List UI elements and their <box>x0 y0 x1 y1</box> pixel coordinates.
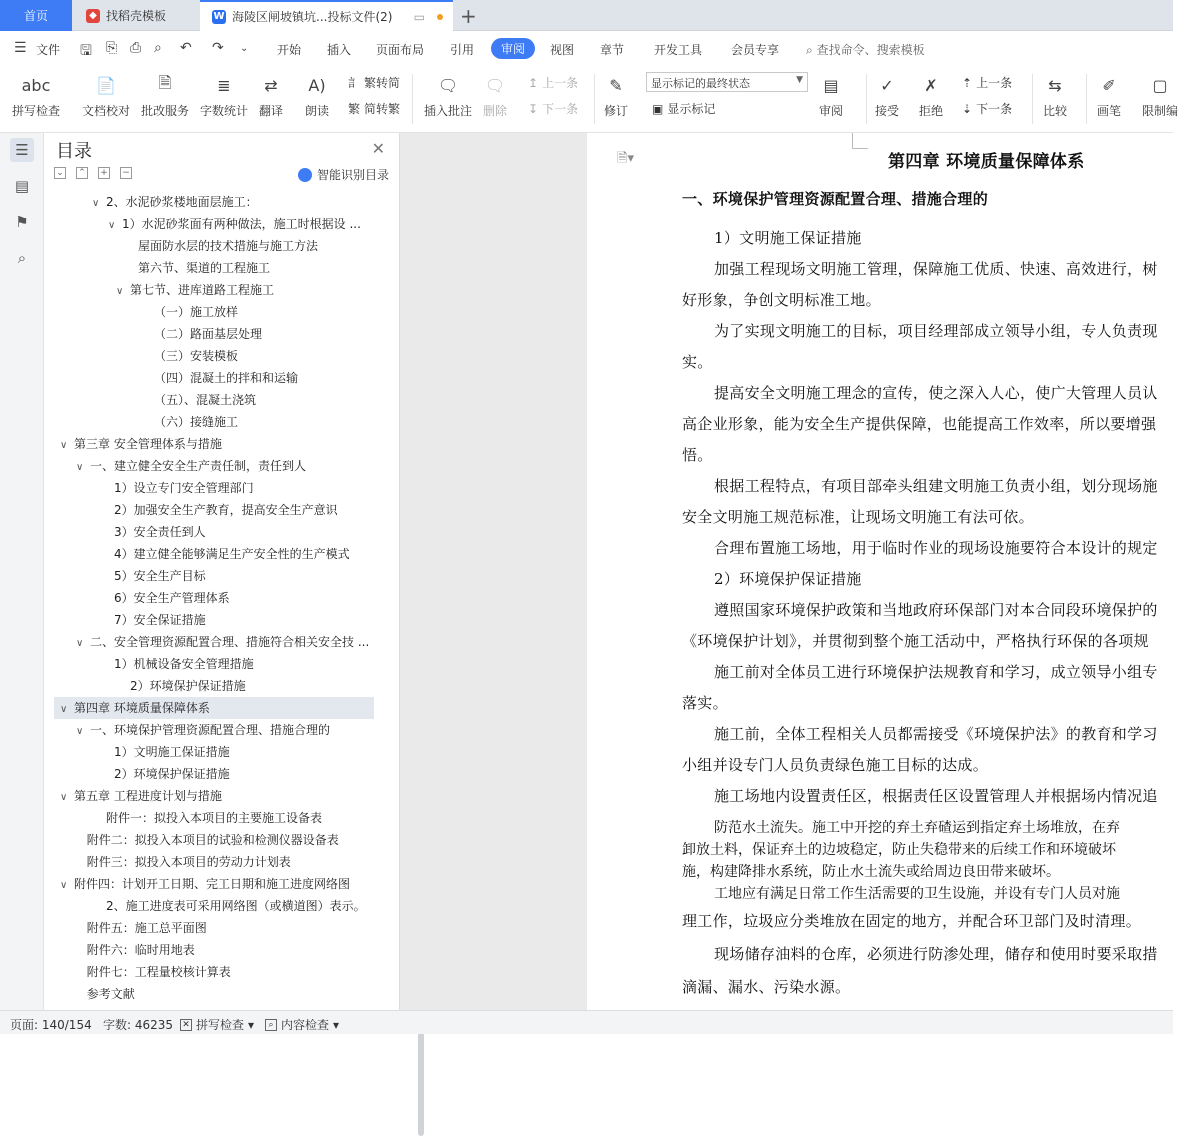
bookmark-icon[interactable]: ⚑ <box>15 213 29 231</box>
toc-item[interactable] <box>44 433 374 455</box>
paragraph-line: 施工场地内设置责任区，根据责任区设置管理人并根据场内情况追 <box>714 787 1158 805</box>
spell-check-icon: abc <box>21 75 51 95</box>
chapter-icon[interactable]: ▤ <box>14 177 30 195</box>
toc-item[interactable] <box>44 609 374 631</box>
trad-to-simp-label: 繁转简 <box>364 76 401 90</box>
paragraph-line: 2）环境保护保证措施 <box>714 570 862 588</box>
paragraph-line: 1）文明施工保证措施 <box>714 229 862 247</box>
toc-item[interactable] <box>44 675 374 697</box>
remove-heading-icon[interactable]: − <box>120 167 132 179</box>
prev-change-label: 上一条 <box>976 76 1013 90</box>
smart-toc-label: 智能识别目录 <box>316 168 389 182</box>
toc-item[interactable] <box>44 257 374 279</box>
toc-item[interactable] <box>44 895 374 917</box>
content-check-icon: ⌕ <box>265 1019 277 1031</box>
toc-item-label: （二）路面基层处理 <box>154 327 263 341</box>
paragraph-line: 小组并设专门人员负责绿色施工目标的达成。 <box>682 756 989 774</box>
toc-item[interactable] <box>44 455 374 477</box>
annotate-service-icon: 🗎 <box>158 72 172 92</box>
menu-section[interactable]: 章节 <box>600 43 625 57</box>
toc-item-label: 3）安全责任到人 <box>114 525 206 539</box>
toc-item[interactable] <box>44 213 374 235</box>
paragraph-line: 工地应有满足日常工作生活需要的卫生设施，并设有专门人员对施 <box>714 886 1120 902</box>
toc-item[interactable] <box>44 851 374 873</box>
pen-label: 画笔 <box>1096 104 1121 118</box>
undo-icon[interactable]: ↶ <box>180 40 192 56</box>
paragraph-line: 高企业形象，能为安全生产提供保障，也能提高工作效率，所以要增强 <box>682 415 1157 433</box>
toc-item-label: 2、水泥砂浆楼地面层施工： <box>106 195 258 209</box>
document-area <box>400 133 1173 1010</box>
prev-comment-label: 上一条 <box>542 76 579 90</box>
markup-mode-value: 显示标记的最终状态 <box>651 77 750 90</box>
toc-item-label: 第五章 工程进度计划与措施 <box>74 789 222 803</box>
toc-item-label: 一、环境保护管理资源配置合理、措施合理的 <box>90 723 331 737</box>
toc-item-label: 2、施工进度表可采用网络图（或横道图）表示。 <box>106 899 366 913</box>
spell-check-status-label: 拼写检查 <box>196 1018 245 1032</box>
toc-item-label: 1）设立专门安全管理部门 <box>114 481 254 495</box>
menu-references[interactable]: 引用 <box>450 43 475 57</box>
next-comment-button[interactable] <box>528 100 578 117</box>
print-preview-icon[interactable]: ⌕ <box>154 40 162 56</box>
ribbon-divider <box>1086 74 1087 124</box>
paragraph-line: 《环境保护计划》，并贯彻到整个施工活动中，严格执行环保的各项规 <box>682 632 1149 650</box>
next-comment-label: 下一条 <box>542 102 579 116</box>
restrict-icon: ▢ <box>1152 75 1168 95</box>
new-tab-plus-icon[interactable]: + <box>460 4 477 28</box>
word-count-icon: ≣ <box>217 75 231 95</box>
paragraph-line: 加强工程现场文明施工管理，保障施工优质、快速、高效进行，树 <box>714 260 1158 278</box>
export-pdf-icon[interactable]: ⎘ <box>106 40 118 56</box>
insert-comment-icon: 🗨 <box>437 75 459 95</box>
menu-member[interactable]: 会员专享 <box>731 43 780 57</box>
page-options-icon[interactable]: 🗎▾ <box>617 151 634 166</box>
paragraph-line: 卸放土料，保证弃土的边坡稳定，防止失稳带来的后续工作和环境破坏 <box>682 842 1116 858</box>
chevron-down-icon[interactable]: ∨ <box>60 792 68 803</box>
hamburger-icon[interactable]: ☰ <box>14 40 27 56</box>
chevron-down-icon[interactable]: ∨ <box>76 462 84 473</box>
docer-icon: ◆ <box>86 9 100 23</box>
toc-item-label: 2）加强安全生产教育，提高安全生产意识 <box>114 503 338 517</box>
toc-item-label: 2）环境保护保证措施 <box>114 767 230 781</box>
toc-item-label: 附件二：拟投入本项目的试验和检测仪器设备表 <box>86 833 339 847</box>
add-heading-icon[interactable]: + <box>98 167 110 179</box>
print-icon[interactable]: ⎙ <box>130 40 142 56</box>
annotate-service-button[interactable] <box>141 72 189 119</box>
chevron-down-icon[interactable]: ∨ <box>116 286 124 297</box>
show-markup-icon: ▣ <box>652 101 664 116</box>
monitor-icon[interactable]: ▭ <box>413 9 425 24</box>
toc-item[interactable] <box>54 697 374 719</box>
toc-item[interactable] <box>44 323 374 345</box>
redo-icon[interactable]: ↷ <box>212 40 224 56</box>
toc-item[interactable] <box>44 565 374 587</box>
accept-label: 接受 <box>874 104 899 118</box>
tab-home-label: 首页 <box>23 9 48 23</box>
reject-label: 拒绝 <box>918 104 943 118</box>
review-pane-label: 审阅 <box>818 104 843 118</box>
paragraph-line: 施工前对全体员工进行环境保护法规教育和学习，成立领导小组专 <box>714 663 1158 681</box>
paragraph-line: 提高安全文明施工理念的宣传，使之深入人心，使广大管理人员认 <box>714 384 1158 402</box>
chevron-down-icon[interactable]: ∨ <box>92 198 100 209</box>
menu-review[interactable]: 审阅 <box>491 38 535 59</box>
smart-toc-icon <box>298 168 312 182</box>
page-corner-mark <box>852 133 868 149</box>
sidebar-strip <box>0 133 44 1010</box>
track-changes-label: 修订 <box>603 104 628 118</box>
translate-icon: ⇄ <box>264 75 278 95</box>
toc-item-label: 二、安全管理资源配置合理、措施符合相关安全技 ... <box>90 635 370 649</box>
expand-all-icon[interactable]: ⌃ <box>76 167 88 179</box>
insert-comment-label: 插入批注 <box>424 104 473 118</box>
toc-item-label: 第三章 安全管理体系与措施 <box>74 437 222 451</box>
chevron-down-icon[interactable]: ∨ <box>60 440 68 451</box>
collapse-all-icon[interactable]: ⌄ <box>54 167 66 179</box>
read-aloud-label: 朗读 <box>304 104 329 118</box>
compare-icon: ⇆ <box>1048 75 1062 95</box>
ribbon-review <box>0 66 1179 133</box>
ribbon-divider <box>866 74 867 124</box>
tab-template[interactable] <box>72 0 197 31</box>
toc-item[interactable] <box>44 191 374 213</box>
simp-to-trad-label: 简转繁 <box>364 102 401 116</box>
toc-item-label: （五）、混凝土浇筑 <box>154 393 257 407</box>
track-changes-icon: ✎ <box>609 75 623 95</box>
markup-mode-select[interactable] <box>646 72 808 92</box>
chevron-down-icon[interactable]: ∨ <box>76 638 84 649</box>
paragraph-line: 施工前，全体工程相关人员都需接受《环境保护法》的教育和学习 <box>714 725 1158 743</box>
toc-item[interactable] <box>44 807 374 829</box>
toc-item-label: 附件七：工程量校核计算表 <box>86 965 231 979</box>
smart-toc-button[interactable] <box>298 166 389 183</box>
toc-item[interactable] <box>44 279 374 301</box>
next-change-icon: ⇣ <box>962 101 973 116</box>
show-markup-button[interactable] <box>652 100 715 117</box>
paragraph-line: 防范水土流失。施工中开挖的弃土弃碴运到指定弃土场堆放，在弃 <box>714 820 1120 836</box>
toc-item[interactable] <box>44 873 374 895</box>
toc-title: 目录 <box>56 141 92 162</box>
word-count-label: 字数统计 <box>200 104 249 118</box>
paragraph-line: 理工作，垃圾应分类堆放在固定的地方，并配合环卫部门及时清理。 <box>682 912 1142 930</box>
toc-item[interactable] <box>44 345 374 367</box>
toc-item-label: 参考文献 <box>86 987 135 1001</box>
toc-item[interactable] <box>44 983 374 1005</box>
toc-item-label: 1）机械设备安全管理措施 <box>114 657 254 671</box>
annotate-service-label: 批改服务 <box>141 104 190 118</box>
toc-item[interactable] <box>44 235 374 257</box>
toc-icon[interactable]: ☰ <box>10 138 34 162</box>
page-indicator[interactable]: 页面: 140/154 <box>10 1018 92 1032</box>
proofread-icon: 📄 <box>96 75 116 95</box>
delete-comment-button[interactable] <box>482 72 508 119</box>
toc-item-label: 第六节、渠道的工程施工 <box>138 261 271 275</box>
menu-insert[interactable]: 插入 <box>327 43 352 57</box>
trad-to-simp-button[interactable] <box>348 74 400 91</box>
toc-item[interactable] <box>44 521 374 543</box>
compare-label: 比较 <box>1042 104 1067 118</box>
paragraph-line: 根据工程特点，有项目部牵头组建文明施工负责小组，划分现场施 <box>714 477 1158 495</box>
read-aloud-icon: A) <box>308 75 326 95</box>
toc-toolbar <box>54 167 132 179</box>
toc-item[interactable] <box>44 477 374 499</box>
paragraph-line: 落实。 <box>682 694 728 712</box>
toc-item-label: 附件三：拟投入本项目的劳动力计划表 <box>86 855 291 869</box>
tab-document[interactable] <box>200 0 453 31</box>
toc-item-label: 第四章 环境质量保障体系 <box>74 701 210 715</box>
toc-item-label: 第七节、进库道路工程施工 <box>130 283 275 297</box>
simp-to-trad-button[interactable] <box>348 100 400 117</box>
translate-button[interactable] <box>258 72 284 119</box>
reject-button[interactable] <box>918 72 944 119</box>
read-aloud-button[interactable] <box>304 72 330 119</box>
toc-item-label: （三）安装模板 <box>154 349 239 363</box>
translate-label: 翻译 <box>258 104 283 118</box>
toc-item-label: 附件六：临时用地表 <box>86 943 195 957</box>
toc-item[interactable] <box>44 741 374 763</box>
next-change-button[interactable] <box>962 100 1012 117</box>
tab-template-label: 找稻壳模板 <box>106 9 167 23</box>
status-bar <box>0 1010 1173 1034</box>
paragraph-line: 安全文明施工规范标准，让现场文明施工有法可依。 <box>682 508 1034 526</box>
chevron-down-icon[interactable]: ∨ <box>76 726 84 737</box>
spell-check-label: 拼写检查 <box>12 104 61 118</box>
toc-item[interactable] <box>44 389 374 411</box>
paragraph-line: 合理布置施工场地，用于临时作业的现场设施要符合本设计的规定 <box>714 539 1158 557</box>
restrict-label: 限制编 <box>1142 104 1179 118</box>
chevron-down-icon: ▾ <box>333 1017 340 1032</box>
pen-button[interactable] <box>1096 72 1122 119</box>
restrict-editing-button[interactable] <box>1142 72 1178 119</box>
toc-item-label: 1）水泥砂浆面有两种做法，施工时根据设 ... <box>122 217 361 231</box>
toc-item-label: 5）安全生产目标 <box>114 569 206 583</box>
content-check-status[interactable] <box>265 1016 339 1033</box>
content-check-label: 内容检查 <box>281 1018 330 1032</box>
more-chevron-icon[interactable]: ⌄ <box>240 43 249 54</box>
toc-item-label: （一）施工放样 <box>154 305 239 319</box>
menu-home[interactable]: 开始 <box>277 43 302 57</box>
menu-file[interactable]: 文件 <box>36 43 61 57</box>
toc-item[interactable] <box>44 939 374 961</box>
toc-item-label: （六）接缝施工 <box>154 415 239 429</box>
track-changes-button[interactable] <box>603 72 629 119</box>
paragraph-line: 实。 <box>682 353 713 371</box>
paragraph-line: 现场储存油料的仓库，必须进行防渗处理，储存和使用时要采取措 <box>714 945 1158 963</box>
toc-item-label: 附件一：拟投入本项目的主要施工设备表 <box>106 811 323 825</box>
toc-item[interactable] <box>44 961 374 983</box>
proofread-button[interactable] <box>82 72 130 119</box>
tab-document-label: 海陵区闸坡镇坑...投标文件(2) <box>232 10 393 24</box>
toc-item[interactable] <box>44 367 374 389</box>
word-count-status[interactable]: 字数: 46235 <box>103 1018 174 1032</box>
toc-item-label: （四）混凝土的拌和和运输 <box>154 371 299 385</box>
toc-item[interactable] <box>44 917 374 939</box>
chevron-down-icon[interactable]: ∨ <box>108 220 116 231</box>
next-change-label: 下一条 <box>976 102 1013 116</box>
menu-bar <box>0 31 1173 66</box>
menu-developer[interactable]: 开发工具 <box>654 43 703 57</box>
toc-item[interactable] <box>44 411 374 433</box>
paragraph-line: 为了实现文明施工的目标，项目经理部成立领导小组，专人负责现 <box>714 322 1158 340</box>
toc-item-label: 屋面防水层的技术措施与施工方法 <box>138 239 319 253</box>
chevron-down-icon[interactable]: ∨ <box>60 704 68 715</box>
proofread-label: 文档校对 <box>82 104 131 118</box>
toc-item-label: 2）环境保护保证措施 <box>130 679 246 693</box>
delete-comment-label: 删除 <box>482 104 507 118</box>
tab-home[interactable] <box>0 0 72 31</box>
compare-button[interactable] <box>1042 72 1068 119</box>
find-icon[interactable]: ⌕ <box>17 249 27 267</box>
command-search-placeholder: 查找命令、搜索模板 <box>816 43 925 57</box>
save-icon[interactable]: 🖫 <box>80 43 92 59</box>
toc-item[interactable] <box>44 543 374 565</box>
insert-comment-button[interactable] <box>424 72 472 119</box>
command-search[interactable] <box>806 41 925 58</box>
close-icon[interactable]: ✕ <box>371 139 385 158</box>
toc-item[interactable] <box>44 587 374 609</box>
delete-comment-icon: 🗨 <box>484 75 506 95</box>
review-pane-icon: ▤ <box>823 75 839 95</box>
toc-item-label: 7）安全保证措施 <box>114 613 206 627</box>
prev-change-icon: ⇡ <box>962 75 973 90</box>
pen-icon: ✐ <box>1102 75 1116 95</box>
toc-item-label: 一、建立健全安全生产责任制，责任到人 <box>90 459 307 473</box>
paragraph-line: 悟。 <box>682 446 713 464</box>
prev-comment-button[interactable] <box>528 74 578 91</box>
toc-item-label: 1）文明施工保证措施 <box>114 745 230 759</box>
tab-bar <box>0 0 1173 31</box>
toc-item-label: 附件五：施工总平面图 <box>86 921 207 935</box>
toc-item[interactable] <box>44 631 374 653</box>
next-comment-icon: ↧ <box>528 101 539 116</box>
chapter-heading: 第四章 环境质量保障体系 <box>888 152 1085 172</box>
prev-change-button[interactable] <box>962 74 1012 91</box>
toc-item-label: 6）安全生产管理体系 <box>114 591 230 605</box>
simp-trad-icon: 繁 <box>348 102 361 116</box>
word-count-button[interactable] <box>200 72 248 119</box>
search-icon: ⌕ <box>806 43 813 57</box>
toc-item[interactable] <box>44 785 374 807</box>
toc-list <box>44 191 384 1006</box>
chevron-down-icon: ▼ <box>796 75 803 85</box>
chevron-down-icon[interactable]: ∨ <box>60 880 68 891</box>
review-pane-button[interactable] <box>818 72 844 119</box>
paragraph-line: 好形象，争创文明标准工地。 <box>682 291 881 309</box>
reject-icon: ✗ <box>924 75 938 95</box>
toc-item-label: 附件四：计划开工日期、完工日期和施工进度网络图 <box>74 877 351 891</box>
toc-item[interactable] <box>44 499 374 521</box>
prev-comment-icon: ↥ <box>528 75 539 90</box>
ribbon-divider <box>594 74 595 124</box>
spell-check-button[interactable] <box>12 72 60 119</box>
menu-page-layout[interactable]: 页面布局 <box>376 43 425 57</box>
spell-check-status-icon: ✕ <box>180 1019 192 1031</box>
toc-panel <box>44 133 400 1010</box>
toc-item[interactable] <box>44 763 374 785</box>
paragraph-line: 施，构建降排水系统，防止水土流失或给周边良田带来破坏。 <box>682 864 1060 880</box>
accept-icon: ✓ <box>880 75 894 95</box>
paragraph-line: 遵照国家环境保护政策和当地政府环保部门对本合同段环境保护的 <box>714 601 1158 619</box>
unsaved-dot-icon <box>437 14 443 20</box>
spell-check-status[interactable] <box>180 1016 254 1033</box>
chevron-down-icon: ▾ <box>248 1017 255 1032</box>
toc-item[interactable] <box>44 719 374 741</box>
section-heading: 一、环境保护管理资源配置合理、措施合理的 <box>682 190 989 208</box>
paragraph-line: 滴漏、漏水、污染水源。 <box>682 978 851 996</box>
toc-item[interactable] <box>44 829 374 851</box>
toc-item[interactable] <box>44 653 374 675</box>
writer-doc-icon: W <box>213 11 225 22</box>
toc-item[interactable] <box>44 301 374 323</box>
toc-item-label: 4）建立健全能够满足生产安全性的生产模式 <box>114 547 350 561</box>
ribbon-divider <box>1032 74 1033 124</box>
show-markup-label: 显示标记 <box>667 102 716 116</box>
menu-view[interactable]: 视图 <box>550 43 575 57</box>
accept-button[interactable] <box>874 72 900 119</box>
ribbon-divider <box>412 74 413 124</box>
trad-simp-icon: 訁 <box>348 76 361 90</box>
